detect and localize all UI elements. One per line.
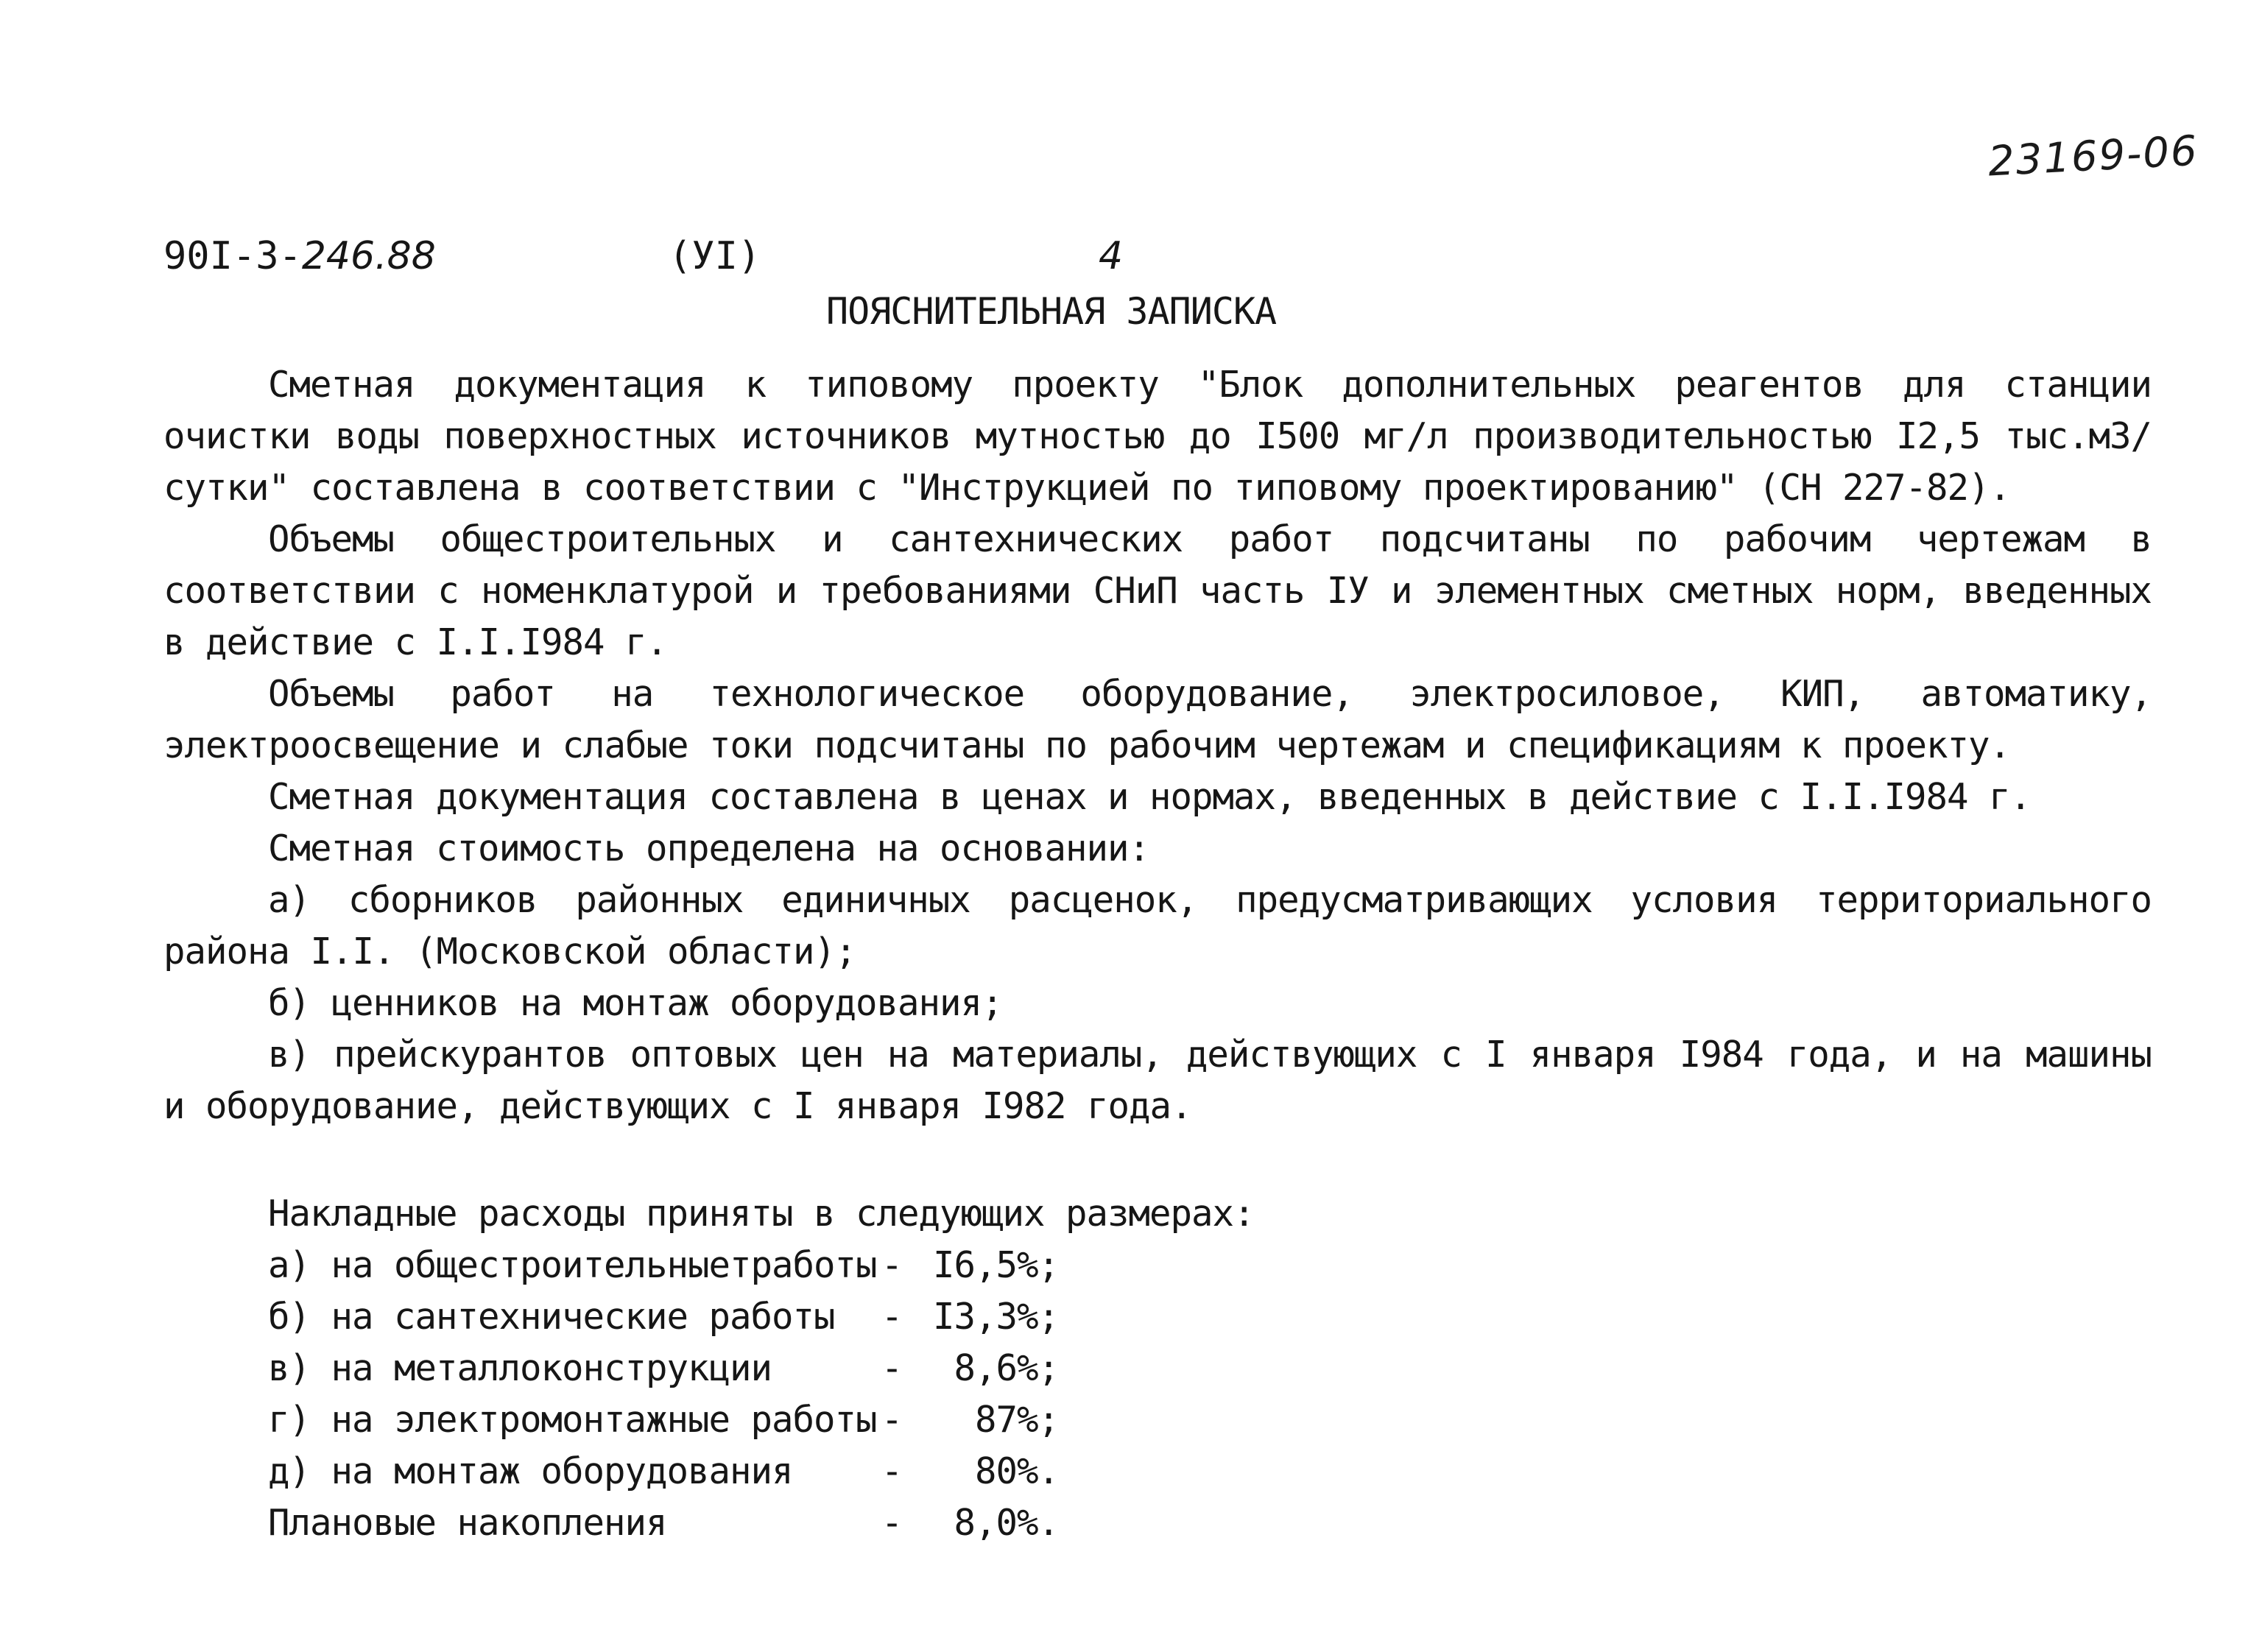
- overhead-row: [268, 1394, 1255, 1446]
- overhead-label: б) на сантехнические работы: [268, 1296, 835, 1338]
- overhead-value: I6,5%;: [932, 1244, 1059, 1286]
- overhead-value: 87%;: [974, 1399, 1059, 1441]
- paragraph-intro: Сметная документация к типовому проекту "Блок дополнительных реагентов для станции очистки воды поверхностных источников мутностью до I500 мг/л производительностью I2,5 тыс.м3/сутки" составлена в соответствии с "Инструкцией по типовому проектированию" (СН 227-82).: [163, 364, 2152, 509]
- planned-savings-dash: -: [881, 1502, 903, 1544]
- planned-savings-row: [268, 1497, 1255, 1549]
- overhead-row: [268, 1291, 1255, 1343]
- overhead-label: г) на электромонтажные работы: [268, 1399, 877, 1441]
- paragraph-volumes-equipment: Объемы работ на технологическое оборудование, электросиловое, КИП, автоматику, электроосвещение и слабые токи подсчитаны по рабочим чертежам и спецификациям к проекту.: [163, 673, 2152, 766]
- document-code-handwritten: 246.88: [301, 234, 436, 278]
- overhead-row: [268, 1240, 1255, 1291]
- document-code: [163, 234, 436, 278]
- explanatory-text: [163, 359, 2152, 1132]
- basis-item-c: в) прейскурантов оптовых цен на материалы, действующих с I января I984 года, и на машины и оборудование, действующих с I января I982 года.: [163, 1034, 2152, 1127]
- overhead-label: д) на монтаж оборудования: [268, 1450, 793, 1492]
- overhead-label: а) на общестроительныетработы: [268, 1244, 877, 1286]
- overhead-value: 80%.: [974, 1450, 1059, 1492]
- basis-item-b: б) ценников на монтаж оборудования;: [268, 982, 1003, 1024]
- document-header: [0, 234, 2262, 293]
- overhead-dash: -: [881, 1296, 903, 1338]
- paragraph-prices: Сметная документация составлена в ценах и нормах, введенных в действие с I.I.I984 г.: [268, 776, 2032, 818]
- page-title: ПОЯСНИТЕЛЬНАЯ ЗАПИСКА: [826, 290, 1277, 333]
- overhead-value: I3,3%;: [932, 1296, 1059, 1338]
- overheads-intro: Накладные расходы приняты в следующих размерах:: [268, 1193, 1255, 1235]
- overhead-label: в) на металлоконструкции: [268, 1347, 772, 1389]
- overhead-row: [268, 1343, 1255, 1394]
- page-number: 4: [1099, 234, 1124, 278]
- overhead-rates: [268, 1188, 1255, 1549]
- overhead-dash: -: [881, 1399, 903, 1441]
- overhead-row: [268, 1446, 1255, 1497]
- overhead-dash: -: [881, 1244, 903, 1286]
- planned-savings-label: Плановые накопления: [268, 1502, 667, 1544]
- handwritten-inventory-number: 23169-06: [1987, 127, 2200, 186]
- document-code-printed: 90I-3-: [163, 234, 302, 278]
- overhead-value: 8,6%;: [954, 1347, 1059, 1389]
- paragraph-volumes-construction: Объемы общестроительных и сантехнических работ подсчитаны по рабочим чертежам в соответствии с номенклатурой и требованиями СНиП часть IУ и элементных сметных норм, введенных в действие с I.I.I984 г.: [163, 518, 2152, 663]
- overhead-dash: -: [881, 1450, 903, 1492]
- paragraph-cost-basis: Сметная стоимость определена на основании:: [268, 827, 1150, 869]
- overhead-dash: -: [881, 1347, 903, 1389]
- planned-savings-value: 8,0%.: [954, 1502, 1059, 1544]
- album-number: (УI): [669, 234, 761, 278]
- basis-item-a: а) сборников районных единичных расценок, предусматривающих условия территориального района I.I. (Московской области);: [163, 879, 2152, 973]
